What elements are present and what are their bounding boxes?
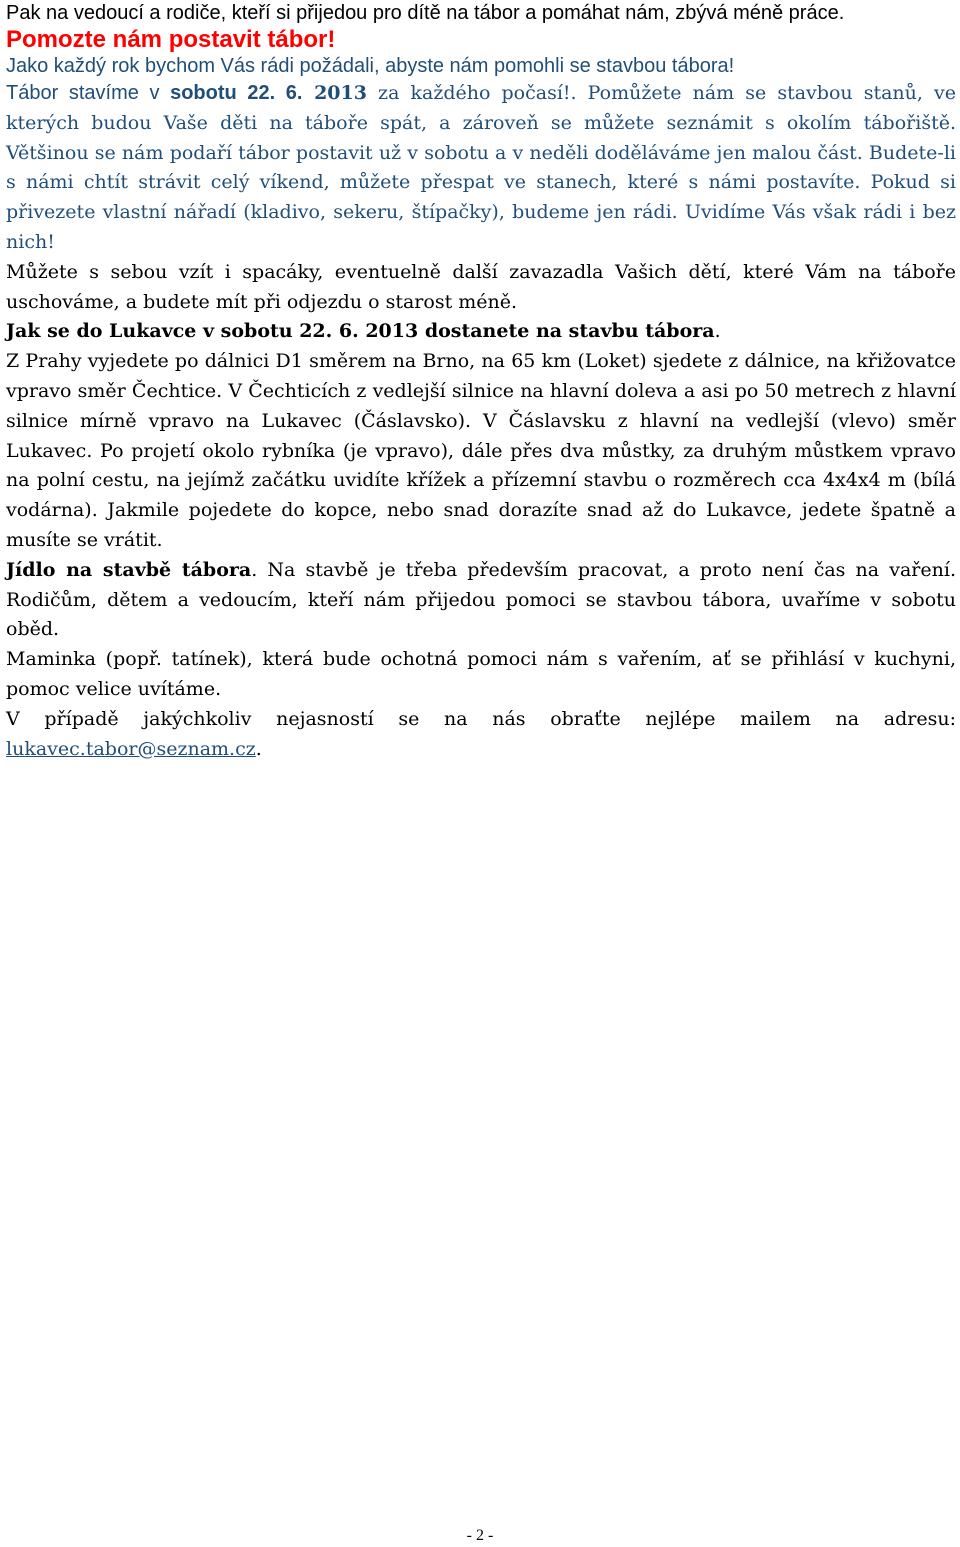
food-heading: Jídlo na stavbě tábora xyxy=(6,558,252,581)
luggage-paragraph: Můžete s sebou vzít i spacáky, eventuelně další zavazadla Vašich dětí, které Vám na táboře uschováme, a budete mít při odjezdu o starost méně. xyxy=(6,260,956,313)
build-info-block xyxy=(6,53,956,258)
date-suffix: za každého počasí!. xyxy=(366,82,577,104)
help-request-line: Jako každý rok bychom Vás rádi požádali, abyste nám pomohli se stavbou tábora! xyxy=(6,55,735,77)
date-year: 2013 xyxy=(302,82,367,104)
page-number: - 2 - xyxy=(466,1527,494,1544)
directions-paragraph: Z Prahy vyjedete po dálnici D1 směrem na Brno, na 65 km (Loket) sjedete z dálnice, na křižovatce vpravo směr Čechtice. V Čechticích z vedlejší silnice na hlavní doleva a asi po 50 metrech z hlavní silnice mírně vpravo na Lukavec (Čáslavsko). V Čáslavsku z hlavní na vedlejší (vlevo) směr Lukavec. Po projetí okolo rybníka (je vpravo), dále přes dva můstky, za druhým můstkem vpravo na polní cestu, na jejímž začátku uvidíte křížek a přízemní stavbu o rozměrech cca 4x4x4 m (bílá vodárna). Jakmile pojedete do kopce, nebo snad dorazíte snad až do Lukavce, jedete špatně a musíte se vrátit. xyxy=(6,350,956,551)
intro-paragraph: Pak na vedoucí a rodiče, kteří si přijedou pro dítě na tábor a pomáhat nám, zbývá méně práce. xyxy=(6,2,845,24)
food-text: . Na stavbě je třeba především pracovat, a proto není čas na vaření. Rodičům, dětem a vedoucím, kteří nám přijedou pomoci se stavbou tábora, uvaříme v sobotu oběd. xyxy=(6,558,956,641)
directions-heading-bold: Jak se do Lukavce v sobotu 22. 6. 2013 dostanete na stavbu tábora xyxy=(6,320,715,343)
build-details-text: Pomůžete nám se stavbou stanů, ve kterých budou Vaše děti na táboře spát, a zároveň se můžete seznámit s okolím tábořiště. Většinou se nám podaří tábor postavit už v sobotu a v neděli doděláváme jen malou část. Budete-li s námi chtít strávit celý víkend, můžete přespat ve stanech, které s námi postavíte. Pokud si přivezete vlastní nářadí (kladivo, sekeru, štípačky), budeme jen rádi. Uvidíme Vás však rádi i bez nich! xyxy=(6,82,956,253)
section-heading: Pomozte nám postavit tábor! xyxy=(6,26,336,53)
contact-prefix: V případě jakýchkoliv nejasností se na nás obraťte nejlépe mailem na adresu: xyxy=(6,707,956,730)
food-paragraph xyxy=(6,556,956,645)
build-details-paragraph xyxy=(6,79,956,258)
contact-suffix: . xyxy=(255,737,262,760)
email-link[interactable]: lukavec.tabor@seznam.cz xyxy=(6,737,256,760)
date-prefix: Tábor stavíme v xyxy=(6,82,171,104)
cooking-help-paragraph: Maminka (popř. tatínek), která bude ochotná pomoci nám s vařením, ať se přihlásí v kuchyni, pomoc velice uvítáme. xyxy=(6,648,956,700)
directions-heading-end: . xyxy=(714,320,721,343)
document-page xyxy=(6,0,956,764)
directions-heading xyxy=(6,317,956,347)
contact-paragraph xyxy=(6,705,956,765)
date-bold: sobotu 22. 6. xyxy=(170,82,303,104)
